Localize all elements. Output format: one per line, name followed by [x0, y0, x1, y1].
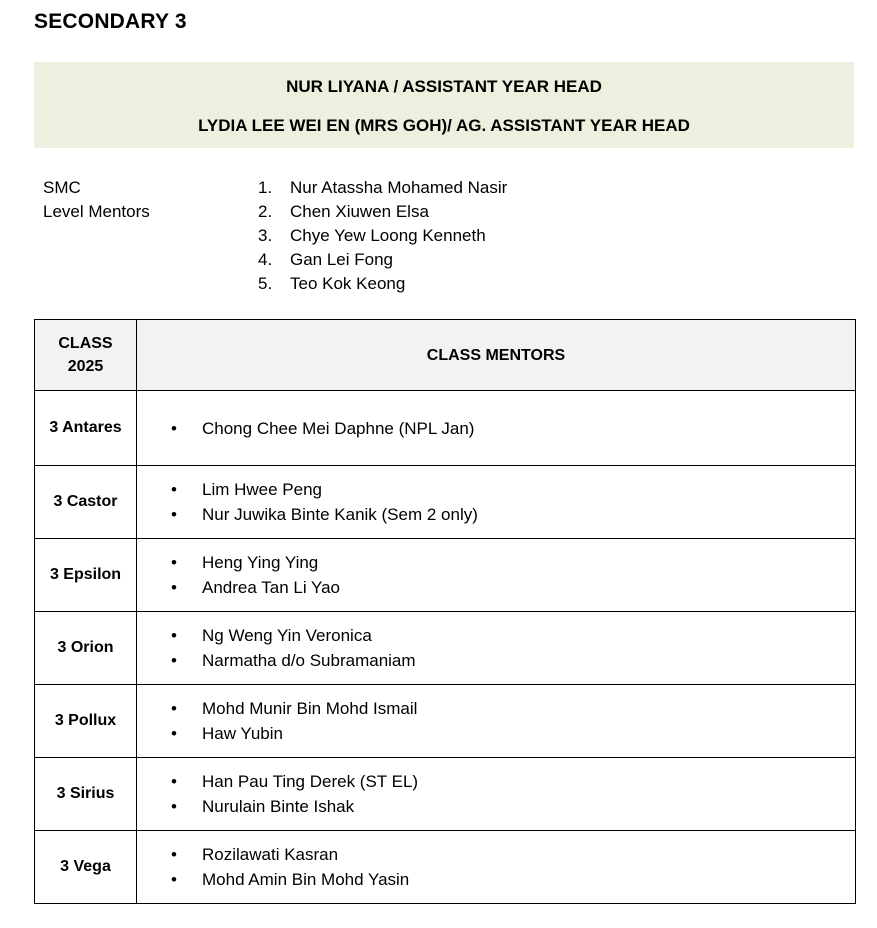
table-row — [35, 391, 856, 466]
mentor-list — [137, 769, 855, 819]
list-item — [137, 502, 855, 527]
smc-label-line2: Level Mentors — [43, 202, 150, 221]
list-item — [137, 623, 855, 648]
list-number: 1. — [258, 178, 273, 197]
mentor-name: Nur Atassha Mohamed Nasir — [290, 178, 508, 197]
list-item — [137, 794, 855, 819]
class-name: 3 Orion — [35, 612, 137, 685]
mentor-cell — [137, 539, 856, 612]
bullet-icon: • — [171, 797, 177, 816]
mentor-list — [137, 477, 855, 527]
mentor-cell — [137, 466, 856, 539]
list-item — [137, 769, 855, 794]
mentor-cell — [137, 831, 856, 904]
bullet-icon: • — [171, 553, 177, 572]
list-number: 3. — [258, 226, 273, 245]
class-name: 3 Pollux — [35, 685, 137, 758]
mentor-name: Mohd Munir Bin Mohd Ismail — [202, 699, 418, 718]
smc-label — [43, 176, 150, 224]
mentor-name: Narmatha d/o Subramaniam — [202, 651, 416, 670]
mentor-list — [137, 696, 855, 746]
mentor-name: Mohd Amin Bin Mohd Yasin — [202, 870, 410, 889]
mentor-list — [137, 416, 855, 441]
bullet-icon: • — [171, 626, 177, 645]
mentor-name: Teo Kok Keong — [290, 274, 406, 293]
list-item — [137, 867, 855, 892]
mentor-name: Nurulain Binte Ishak — [202, 797, 355, 816]
list-item — [137, 550, 855, 575]
bullet-icon: • — [171, 651, 177, 670]
mentor-name: Rozilawati Kasran — [202, 845, 339, 864]
level-mentor-item — [258, 176, 507, 200]
list-number: 2. — [258, 202, 273, 221]
mentor-name: Ng Weng Yin Veronica — [202, 626, 372, 645]
table-row — [35, 831, 856, 904]
level-mentors-list — [258, 176, 507, 296]
mentor-name: Lim Hwee Peng — [202, 480, 323, 499]
class-column-header — [35, 320, 137, 391]
assistant-year-head: NUR LIYANA / ASSISTANT YEAR HEAD — [286, 77, 602, 96]
list-item — [137, 648, 855, 673]
bullet-icon: • — [171, 418, 177, 438]
mentor-list — [137, 623, 855, 673]
table-row — [35, 758, 856, 831]
list-number: 4. — [258, 250, 273, 269]
bullet-icon: • — [171, 578, 177, 597]
page-title: SECONDARY 3 — [34, 10, 187, 33]
bullet-icon: • — [171, 845, 177, 864]
table-header-row — [35, 320, 856, 391]
bullet-icon: • — [171, 505, 177, 524]
table-row — [35, 539, 856, 612]
smc-label-line1: SMC — [43, 178, 81, 197]
class-mentors-table — [34, 319, 856, 904]
level-mentor-item — [258, 224, 507, 248]
mentor-list — [137, 550, 855, 600]
mentor-name: Heng Ying Ying — [202, 553, 319, 572]
bullet-icon: • — [171, 724, 177, 743]
mentor-cell — [137, 685, 856, 758]
list-item — [137, 721, 855, 746]
mentor-name: Han Pau Ting Derek (ST EL) — [202, 772, 419, 791]
list-number: 5. — [258, 274, 273, 293]
level-mentor-item — [258, 200, 507, 224]
list-item — [137, 575, 855, 600]
mentor-cell — [137, 391, 856, 466]
list-item — [137, 842, 855, 867]
mentor-name: Gan Lei Fong — [290, 250, 394, 269]
mentor-list — [137, 842, 855, 892]
class-header-line1: CLASS — [58, 335, 113, 352]
level-mentor-item — [258, 248, 507, 272]
class-header-line2: 2025 — [67, 358, 104, 375]
table-row — [35, 685, 856, 758]
class-name: 3 Epsilon — [35, 539, 137, 612]
mentor-name: Chye Yew Loong Kenneth — [290, 226, 486, 245]
mentor-cell — [137, 612, 856, 685]
mentor-name: Nur Juwika Binte Kanik (Sem 2 only) — [202, 505, 478, 524]
mentor-name: Chong Chee Mei Daphne (NPL Jan) — [202, 418, 475, 438]
level-mentor-item — [258, 272, 507, 296]
acting-assistant-year-head: LYDIA LEE WEI EN (MRS GOH)/ AG. ASSISTANT YEAR HEAD — [198, 116, 690, 135]
mentor-name: Chen Xiuwen Elsa — [290, 202, 429, 221]
mentor-cell — [137, 758, 856, 831]
class-name: 3 Castor — [35, 466, 137, 539]
mentor-name: Andrea Tan Li Yao — [202, 578, 341, 597]
mentor-name: Haw Yubin — [202, 724, 283, 743]
class-name: 3 Vega — [35, 831, 137, 904]
bullet-icon: • — [171, 480, 177, 499]
list-item — [137, 696, 855, 721]
bullet-icon: • — [171, 699, 177, 718]
class-name: 3 Antares — [35, 391, 137, 466]
bullet-icon: • — [171, 870, 177, 889]
bullet-icon: • — [171, 772, 177, 791]
mentors-column-header: CLASS MENTORS — [137, 320, 856, 391]
table-row — [35, 466, 856, 539]
class-name: 3 Sirius — [35, 758, 137, 831]
list-item — [137, 416, 855, 441]
list-item — [137, 477, 855, 502]
year-heads-banner — [34, 62, 854, 148]
table-row — [35, 612, 856, 685]
